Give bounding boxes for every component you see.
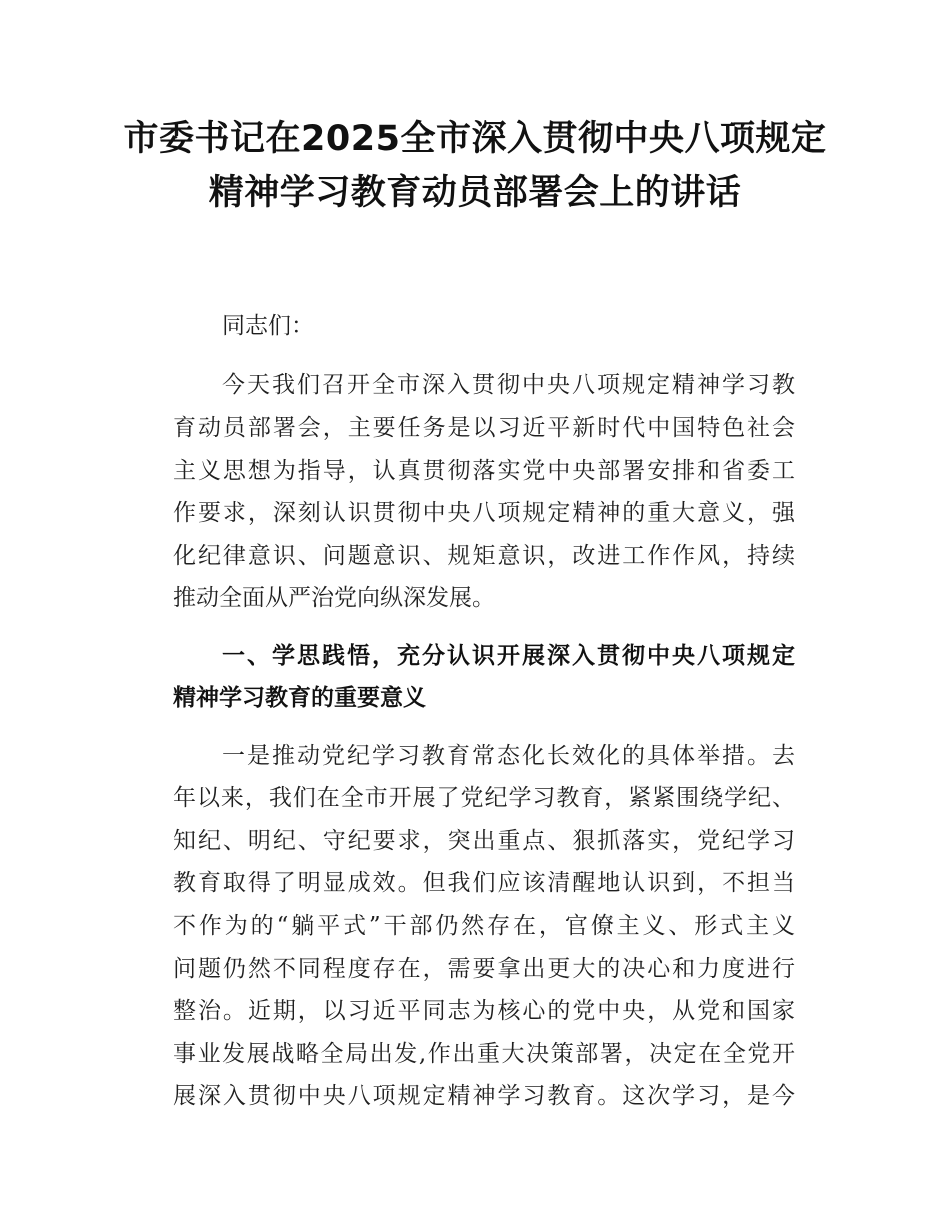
paragraph-line: 年以来，我们在全市开展了党纪学习教育，紧紧围绕学纪、: [173, 785, 796, 811]
paragraph-line: 化纪律意识、问题意识、规矩意识，改进工作作风，持续: [173, 543, 797, 569]
paragraph-line: 推动全面从严治党向纵深发展。: [173, 585, 495, 611]
paragraph-line: 育动员部署会，主要任务是以习近平新时代中国特色社会: [173, 415, 797, 441]
paragraph-line: 问题仍然不同程度存在，需要拿出更大的决心和力度进行: [173, 956, 797, 982]
salutation: 同志们：: [222, 313, 314, 339]
paragraph-line: 今天我们召开全市深入贯彻中央八项规定精神学习教: [222, 372, 797, 398]
paragraph-line: 教育取得了明显成效。但我们应该清醒地认识到，不担当: [173, 870, 797, 896]
paragraph-line: 一是推动党纪学习教育常态化长效化的具体举措。去: [222, 743, 797, 769]
paragraph-line: 知纪、明纪、守纪要求，突出重点、狠抓落实，党纪学习: [173, 828, 797, 854]
paragraph-line: 整治。近期，以习近平同志为核心的党中央，从党和国家: [173, 998, 797, 1024]
paragraph-line: 作要求，深刻认识贯彻中央八项规定精神的重大意义，强: [173, 500, 797, 526]
heading-line: 一、学思践悟，充分认识开展深入贯彻中央八项规定: [222, 643, 797, 669]
paragraph-line: 不作为的“躺平式”干部仍然存在，官僚主义、形式主义: [173, 913, 798, 939]
paragraph-line: 事业发展战略全局出发,作出重大决策部署，决定在全党开: [173, 1041, 797, 1067]
document-title-line-2: 精神学习教育动员部署会上的讲话: [208, 173, 742, 213]
document-title-line-1: 市委书记在2025全市深入贯彻中央八项规定: [123, 119, 827, 159]
heading-line: 精神学习教育的重要意义: [173, 685, 426, 711]
paragraph-line: 展深入贯彻中央八项规定精神学习教育。这次学习，是今: [173, 1083, 797, 1109]
paragraph-line: 主义思想为指导，认真贯彻落实党中央部署安排和省委工: [173, 458, 797, 484]
